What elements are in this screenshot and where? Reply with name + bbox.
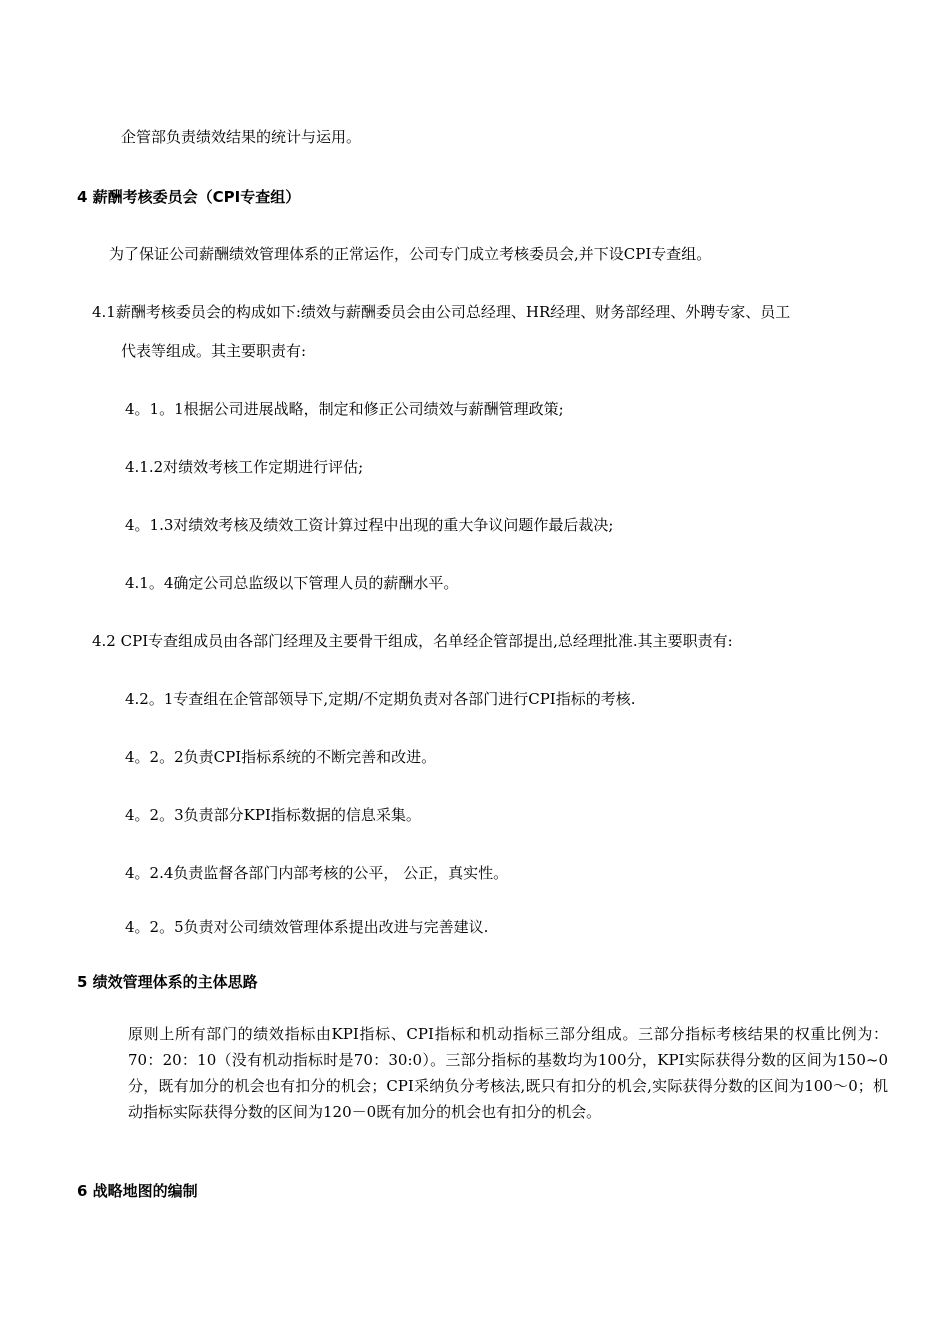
section-5-paragraph: 原则上所有部门的绩效指标由KPI指标、CPI指标和机动指标三部分组成。三部分指标考核结果的权重比例为：70：20：10（没有机动指标时是70：30:0）。三部分指标的基数均为100分，KPI实际获得分数的区间为150~0分，既有加分的机会也有扣分的机会；CPI采纳负分考核法,既只有扣分的机会,实际获得分数的区间为100～0；机动指标实际获得分数的区间为120－0既有加分的机会也有扣分的机会。 <box>128 1025 888 1121</box>
subsection-4-1: 4.1薪酬考核委员会的构成如下:绩效与薪酬委员会由公司总经理、HR经理、财务部经理、外聘专家、员工 <box>92 303 791 321</box>
section-heading-4: 4 薪酬考核委员会（CPI专查组） <box>77 188 301 206</box>
item-4-2-5: 4。2。5负责对公司绩效管理体系提出改进与完善建议. <box>125 918 489 936</box>
item-4-2-1: 4.2。1专查组在企管部领导下,定期/不定期负责对各部门进行CPI指标的考核. <box>125 690 636 708</box>
item-4-1-1: 4。1。1根据公司进展战略，制定和修正公司绩效与薪酬管理政策; <box>125 400 564 418</box>
item-4-1-4: 4.1。4确定公司总监级以下管理人员的薪酬水平。 <box>125 574 459 592</box>
item-4-1-2: 4.1.2对绩效考核工作定期进行评估; <box>125 458 364 476</box>
item-4-2-2: 4。2。2负责CPI指标系统的不断完善和改进。 <box>125 748 437 766</box>
section-heading-6: 6 战略地图的编制 <box>77 1182 198 1200</box>
item-4-1-3: 4。1.3对绩效考核及绩效工资计算过程中出现的重大争议问题作最后裁决; <box>125 516 614 534</box>
paragraph-line: 为了保证公司薪酬绩效管理体系的正常运作，公司专门成立考核委员会,并下设CPI专查组。 <box>109 245 712 263</box>
item-4-2-3: 4。2。3负责部分KPI指标数据的信息采集。 <box>125 806 421 824</box>
subsection-4-1-continued: 代表等组成。其主要职责有: <box>121 342 307 360</box>
section-heading-5: 5 绩效管理体系的主体思路 <box>77 973 258 991</box>
paragraph-line: 企管部负责绩效结果的统计与运用。 <box>121 128 362 146</box>
subsection-4-2: 4.2 CPI专查组成员由各部门经理及主要骨干组成，名单经企管部提出,总经理批准.其主要职责有: <box>92 632 733 650</box>
item-4-2-4: 4。2.4负责监督各部门内部考核的公平， 公正，真实性。 <box>125 864 509 882</box>
